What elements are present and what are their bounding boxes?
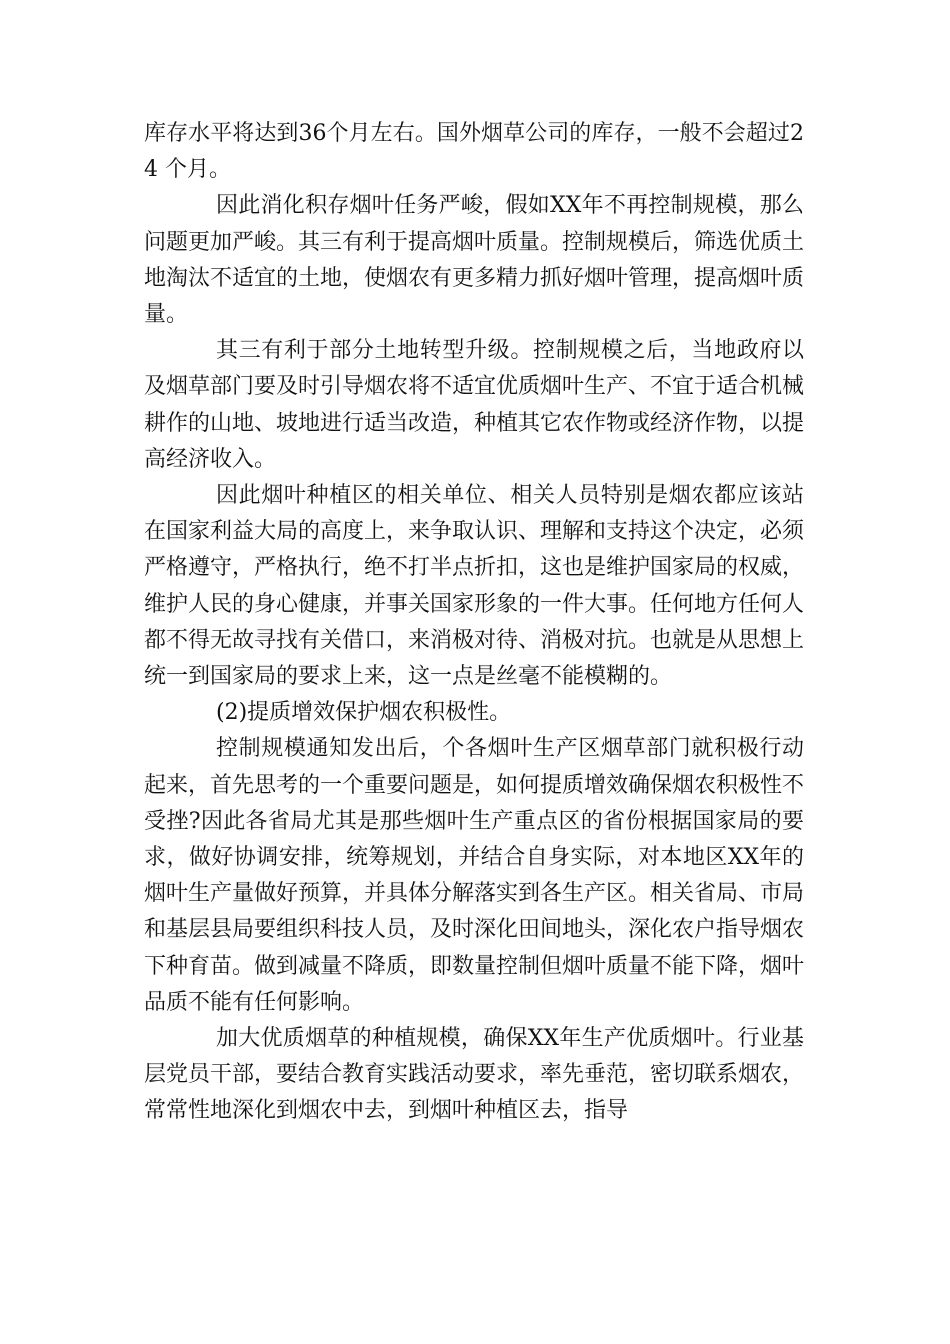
paragraph-national-interest: 因此烟叶种植区的相关单位、相关人员特别是烟农都应该站在国家利益大局的高度上，来争取认识、理解和支持这个决定，必须严格遵守，严格执行，绝不打半点折扣，这也是维护国家局的权威，维护人民的身心健康，并事关国家形象的一件大事。任何地方任何人都不得无故寻找有关借口，来消极对待、消极对抗。也就是从思想上统一到国家局的要求上来，这一点是丝毫不能模糊的。 (144, 483, 805, 690)
paragraph-control-scale-notice: 控制规模通知发出后，个各烟叶生产区烟草部门就积极行动起来，首先思考的一个重要问题是，如何提质增效确保烟农积极性不受挫?因此各省局尤其是那些烟叶生产重点区的省份根据国家局的要求，做好协调安排，统筹规划，并结合自身实际，对本地区XX年的烟叶生产量做好预算，并具体分解落实到各生产区。相关省局、市局和基层县局要组织科技人员，及时深化田间地头，深化农户指导烟农下种育苗。做到减量不降质，即数量控制但烟叶质量不能下降，烟叶品质不能有任何影响。 (144, 736, 805, 1015)
paragraph-inventory-level: 库存水平将达到36个月左右。国外烟草公司的库存，一般不会超过24 个月。 (144, 121, 804, 183)
section-heading-quality-efficiency: (2)提质增效保护烟农积极性。 (216, 700, 512, 726)
paragraph-digest-stock: 因此消化积存烟叶任务严峻，假如XX年不再控制规模，那么问题更加严峻。其三有利于提高烟叶质量。控制规模后，筛选优质土地淘汰不适宜的土地，使烟农有更多精力抓好烟叶管理，提高烟叶质量。 (144, 193, 805, 328)
paragraph-expand-quality-planting: 加大优质烟草的种植规模，确保XX年生产优质烟叶。行业基层党员干部，要结合教育实践活动要求，率先垂范，密切联系烟农，常常性地深化到烟农中去，到烟叶种植区去，指导 (144, 1026, 805, 1124)
document-body (144, 116, 804, 1130)
paragraph-land-transformation: 其三有利于部分土地转型升级。控制规模之后，当地政府以及烟草部门要及时引导烟农将不适宜优质烟叶生产、不宜于适合机械耕作的山地、坡地进行适当改造，种植其它农作物或经济作物，以提高经济收入。 (144, 338, 805, 472)
